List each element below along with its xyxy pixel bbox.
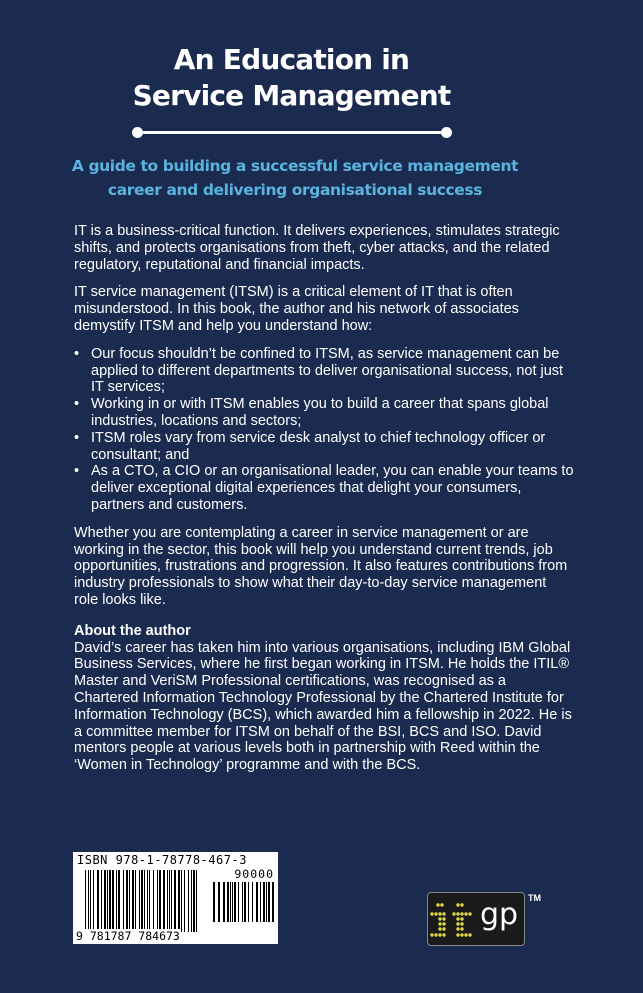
logo-dot bbox=[430, 912, 433, 915]
barcode-bar bbox=[109, 870, 111, 932]
addon-bar bbox=[234, 882, 236, 922]
barcode-bar bbox=[159, 870, 161, 932]
book-title bbox=[0, 42, 583, 114]
barcode-bar bbox=[181, 870, 182, 932]
addon-bar bbox=[232, 882, 233, 922]
title-line-2: Service Management bbox=[132, 79, 451, 112]
logo-dot bbox=[460, 927, 463, 930]
barcode-bar bbox=[139, 870, 140, 932]
addon-bar bbox=[256, 882, 258, 922]
logo-dot bbox=[442, 912, 445, 915]
barcode-bar bbox=[193, 870, 195, 932]
logo-dot bbox=[442, 933, 445, 936]
addon-bar bbox=[238, 882, 239, 922]
logo-dot bbox=[460, 912, 463, 915]
logo-dot bbox=[456, 933, 459, 936]
divider-dot-left bbox=[132, 127, 143, 138]
addon-bar bbox=[268, 882, 270, 922]
addon-bar bbox=[218, 882, 220, 922]
barcode-bar bbox=[178, 870, 180, 932]
barcode-bar bbox=[107, 870, 108, 932]
addon-bar bbox=[266, 882, 267, 922]
logo-dot bbox=[436, 903, 439, 906]
barcode-bar bbox=[171, 870, 172, 932]
barcode-bar bbox=[141, 870, 143, 932]
barcode-bar bbox=[147, 870, 148, 932]
barcode-bar bbox=[129, 870, 130, 932]
addon-bar bbox=[263, 882, 265, 922]
barcode-bar bbox=[93, 870, 94, 932]
barcode-bar bbox=[85, 870, 86, 932]
price-code: 90000 bbox=[234, 867, 274, 881]
barcode-bar bbox=[149, 870, 150, 932]
barcode-bar bbox=[169, 870, 170, 932]
logo-dot bbox=[430, 933, 433, 936]
logo-dot bbox=[438, 917, 441, 920]
book-subtitle bbox=[60, 154, 530, 202]
logo-dot bbox=[456, 922, 459, 925]
addon-bar bbox=[272, 882, 274, 922]
addon-bar bbox=[227, 882, 229, 922]
list-item: • Working in or with ITSM enables you to build a career that spans global industries, locations and sectors; bbox=[74, 396, 574, 430]
barcode-bar bbox=[163, 870, 165, 932]
trademark-mark: TM bbox=[528, 893, 541, 903]
list-item: • As a CTO, a CIO or an organisational leader, you can enable your teams to deliver exceptional digital experiences that delight your consumers, partners and customers. bbox=[74, 463, 574, 513]
publisher-logo bbox=[427, 892, 525, 946]
addon-bar bbox=[248, 882, 249, 922]
logo-gp-text: gp bbox=[480, 897, 519, 932]
subtitle-line-1: A guide to building a successful service management bbox=[71, 157, 519, 175]
barcode-bar bbox=[116, 870, 117, 932]
addon-bar bbox=[244, 882, 246, 922]
addon-bar bbox=[242, 882, 243, 922]
barcode-bar bbox=[97, 870, 99, 932]
logo-dot bbox=[468, 933, 471, 936]
subtitle-line-2: career and delivering organisational success bbox=[107, 181, 483, 199]
logo-dot bbox=[456, 917, 459, 920]
barcode-bar bbox=[191, 870, 192, 932]
about-author-text: David’s career has taken him into various organisations, including IBM Global Business Services, where he first began working in ITSM. He holds the ITIL® Master and VeriSM Professional certifications, was recognised as a Chartered Information Technology Professional by the Chartered Institute for Information Technology (BCS), which awarded him a fellowship in 2022. He is a committee member for ITSM on behalf of the BSI, BCS and ISO. David mentors people at various levels both in partnership with Reed within the ‘Women in Technology’ programme and with the BCS. bbox=[74, 639, 572, 774]
barcode-bar bbox=[112, 870, 114, 932]
barcode-bar bbox=[167, 870, 168, 932]
paragraph-2: IT service management (ITSM) is a critical element of IT that is often misunderstood. In this book, the author and his network of associates demystify ITSM and help you understand how: bbox=[74, 284, 519, 334]
logo-dot bbox=[468, 912, 471, 915]
logo-dot bbox=[438, 933, 441, 936]
logo-dot bbox=[460, 933, 463, 936]
logo-dot bbox=[464, 912, 467, 915]
barcode-bar bbox=[126, 870, 128, 932]
barcode-bar bbox=[101, 870, 102, 932]
barcode-bar bbox=[132, 870, 134, 932]
barcode-bar bbox=[157, 870, 158, 932]
logo-dot bbox=[442, 917, 445, 920]
title-line-1: An Education in bbox=[173, 43, 410, 76]
logo-dot bbox=[452, 912, 455, 915]
logo-dot bbox=[456, 927, 459, 930]
logo-dot bbox=[460, 917, 463, 920]
blurb bbox=[74, 223, 574, 774]
barcode-bar bbox=[153, 870, 154, 932]
bullet-list bbox=[74, 346, 574, 514]
logo-dot bbox=[440, 903, 443, 906]
divider-rule bbox=[137, 131, 447, 134]
barcode-bar bbox=[174, 870, 176, 932]
logo-dot bbox=[434, 912, 437, 915]
paragraph-3: Whether you are contemplating a career in service management or are working in the sector, this book will help you understand current trends, job opportunities, frustrations and progression. It also features contributions from industry professionals to show what their day-to-day service management role looks like. bbox=[74, 524, 568, 608]
logo-dot bbox=[460, 903, 463, 906]
logo-dot bbox=[456, 912, 459, 915]
logo-dot bbox=[460, 922, 463, 925]
barcode-bar bbox=[90, 870, 91, 932]
addon-bar bbox=[223, 882, 225, 922]
logo-dot bbox=[442, 927, 445, 930]
logo-it-dots bbox=[428, 893, 478, 945]
barcode-bar bbox=[123, 870, 124, 932]
list-item: • Our focus shouldn’t be confined to ITSM, as service management can be applied to different departments to deliver organisational success, not just IT services; bbox=[74, 346, 574, 396]
barcode-bar bbox=[188, 870, 189, 932]
isbn-barcode bbox=[73, 852, 278, 944]
barcode-bar bbox=[88, 870, 89, 932]
barcode-digits: 9 781787 784673 bbox=[76, 929, 180, 943]
addon-bar bbox=[213, 882, 215, 922]
barcode-bar bbox=[196, 870, 197, 932]
addon-bar bbox=[230, 882, 231, 922]
barcode-bar bbox=[135, 870, 136, 932]
barcode-bar bbox=[104, 870, 106, 932]
addon-bar bbox=[252, 882, 253, 922]
logo-dot bbox=[434, 933, 437, 936]
barcode-bar bbox=[184, 870, 185, 932]
about-author-heading: About the author bbox=[74, 622, 191, 639]
list-item: • ITSM roles vary from service desk analyst to chief technology officer or consultant; and bbox=[74, 430, 574, 464]
barcode-bar bbox=[144, 870, 145, 932]
divider-dot-right bbox=[441, 127, 452, 138]
logo-dot bbox=[442, 922, 445, 925]
paragraph-1: IT is a business-critical function. It delivers experiences, stimulates strategic shifts, and protects organisations from theft, cyber attacks, and the related regulatory, reputational and financial impacts. bbox=[74, 223, 560, 273]
logo-dot bbox=[438, 922, 441, 925]
logo-dot bbox=[456, 903, 459, 906]
logo-dot bbox=[464, 933, 467, 936]
barcode-bar bbox=[118, 870, 120, 932]
logo-dot bbox=[438, 912, 441, 915]
isbn-text: ISBN 978-1-78778-467-3 bbox=[77, 853, 247, 867]
addon-bar bbox=[260, 882, 261, 922]
logo-dot bbox=[438, 927, 441, 930]
